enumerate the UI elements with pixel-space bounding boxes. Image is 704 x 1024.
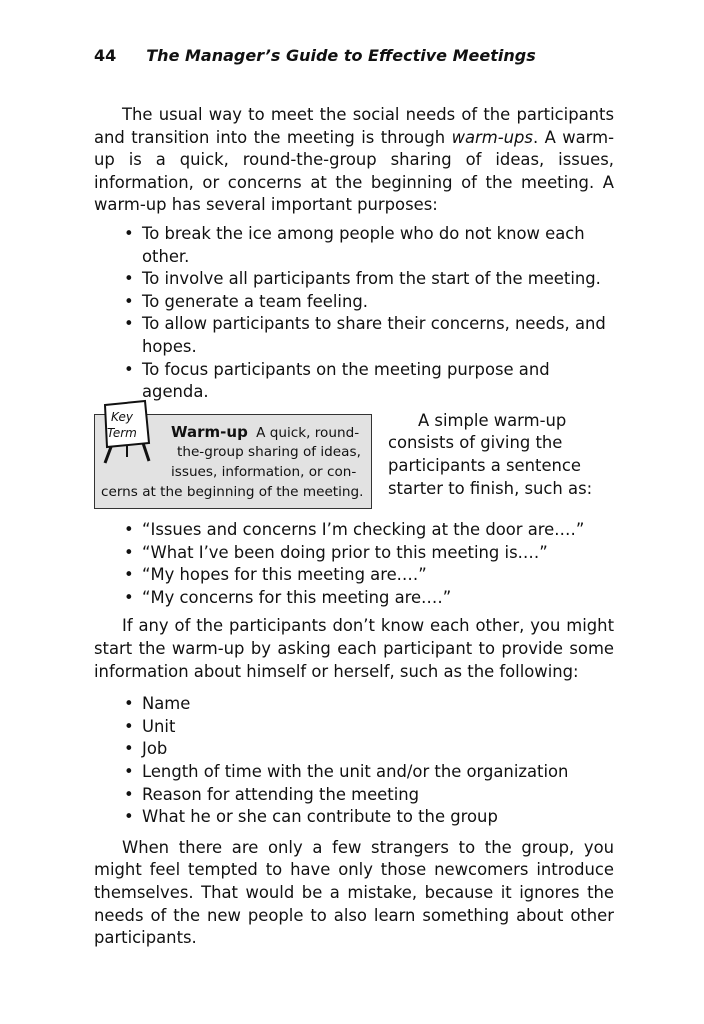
running-header [94, 46, 536, 65]
closing-paragraph: When there are only a few strangers to the group, you might feel tempted to have only those newcomers introduce themselves. That would be a mistake, because it ignores the needs of the new people to also learn something about other participants. [94, 837, 614, 948]
sentence-starters-list [122, 519, 614, 609]
svg-text:Term: Term [107, 425, 137, 440]
key-term-icon-label: Key [111, 409, 133, 424]
list-item: • “What I’ve been doing prior to this meeting is.…” [122, 542, 614, 565]
list-item: • To break the ice among people who do not know each other. [122, 223, 614, 268]
list-item: • To generate a team feeling. [122, 291, 614, 314]
list-item: • To allow participants to share their concerns, needs, and hopes. [122, 313, 614, 358]
key-term-section [94, 410, 614, 509]
list-item: • Job [122, 738, 614, 761]
page-number: 44 [94, 46, 117, 65]
key-term-easel-icon [97, 399, 167, 465]
list-item: • Unit [122, 716, 614, 739]
purposes-list [122, 223, 614, 404]
key-term-box: Key Term Warm-up A quick, round- the-group sharing of ideas, issues, information, or con- cerns at the beginning of the meeting. [94, 414, 372, 509]
info-items-list [122, 693, 614, 829]
warm-ups-emphasis: warm-ups [451, 127, 533, 147]
list-item: • “My concerns for this meeting are.…” [122, 587, 614, 610]
list-item: • Name [122, 693, 614, 716]
side-paragraph: A simple warm-up consists of giving the participants a sentence starter to finish, such as: [388, 410, 593, 498]
list-item: • To involve all participants from the start of the meeting. [122, 268, 614, 291]
page-body [94, 104, 614, 950]
term-word: Warm-up [171, 422, 248, 441]
list-item: • To focus participants on the meeting purpose and agenda. [122, 359, 614, 404]
list-item: • What he or she can contribute to the group [122, 806, 614, 829]
list-item: • “My hopes for this meeting are.…” [122, 564, 614, 587]
list-item: • Length of time with the unit and/or the organization [122, 761, 614, 784]
list-item: • Reason for attending the meeting [122, 784, 614, 807]
info-paragraph: If any of the participants don’t know each other, you might start the warm-up by asking each participant to provide some information about himself or herself, such as the following: [94, 616, 614, 681]
list-item: • “Issues and concerns I’m checking at the door are.…” [122, 519, 614, 542]
intro-paragraph: The usual way to meet the social needs of the participants and transition into the meeting is through warm-ups. A warm-up is a quick, round-the-group sharing of ideas, issues, information, or concerns at the beginning of the meeting. A warm-up has several important purposes: [94, 105, 615, 215]
book-title: The Manager’s Guide to Effective Meetings [146, 46, 536, 65]
